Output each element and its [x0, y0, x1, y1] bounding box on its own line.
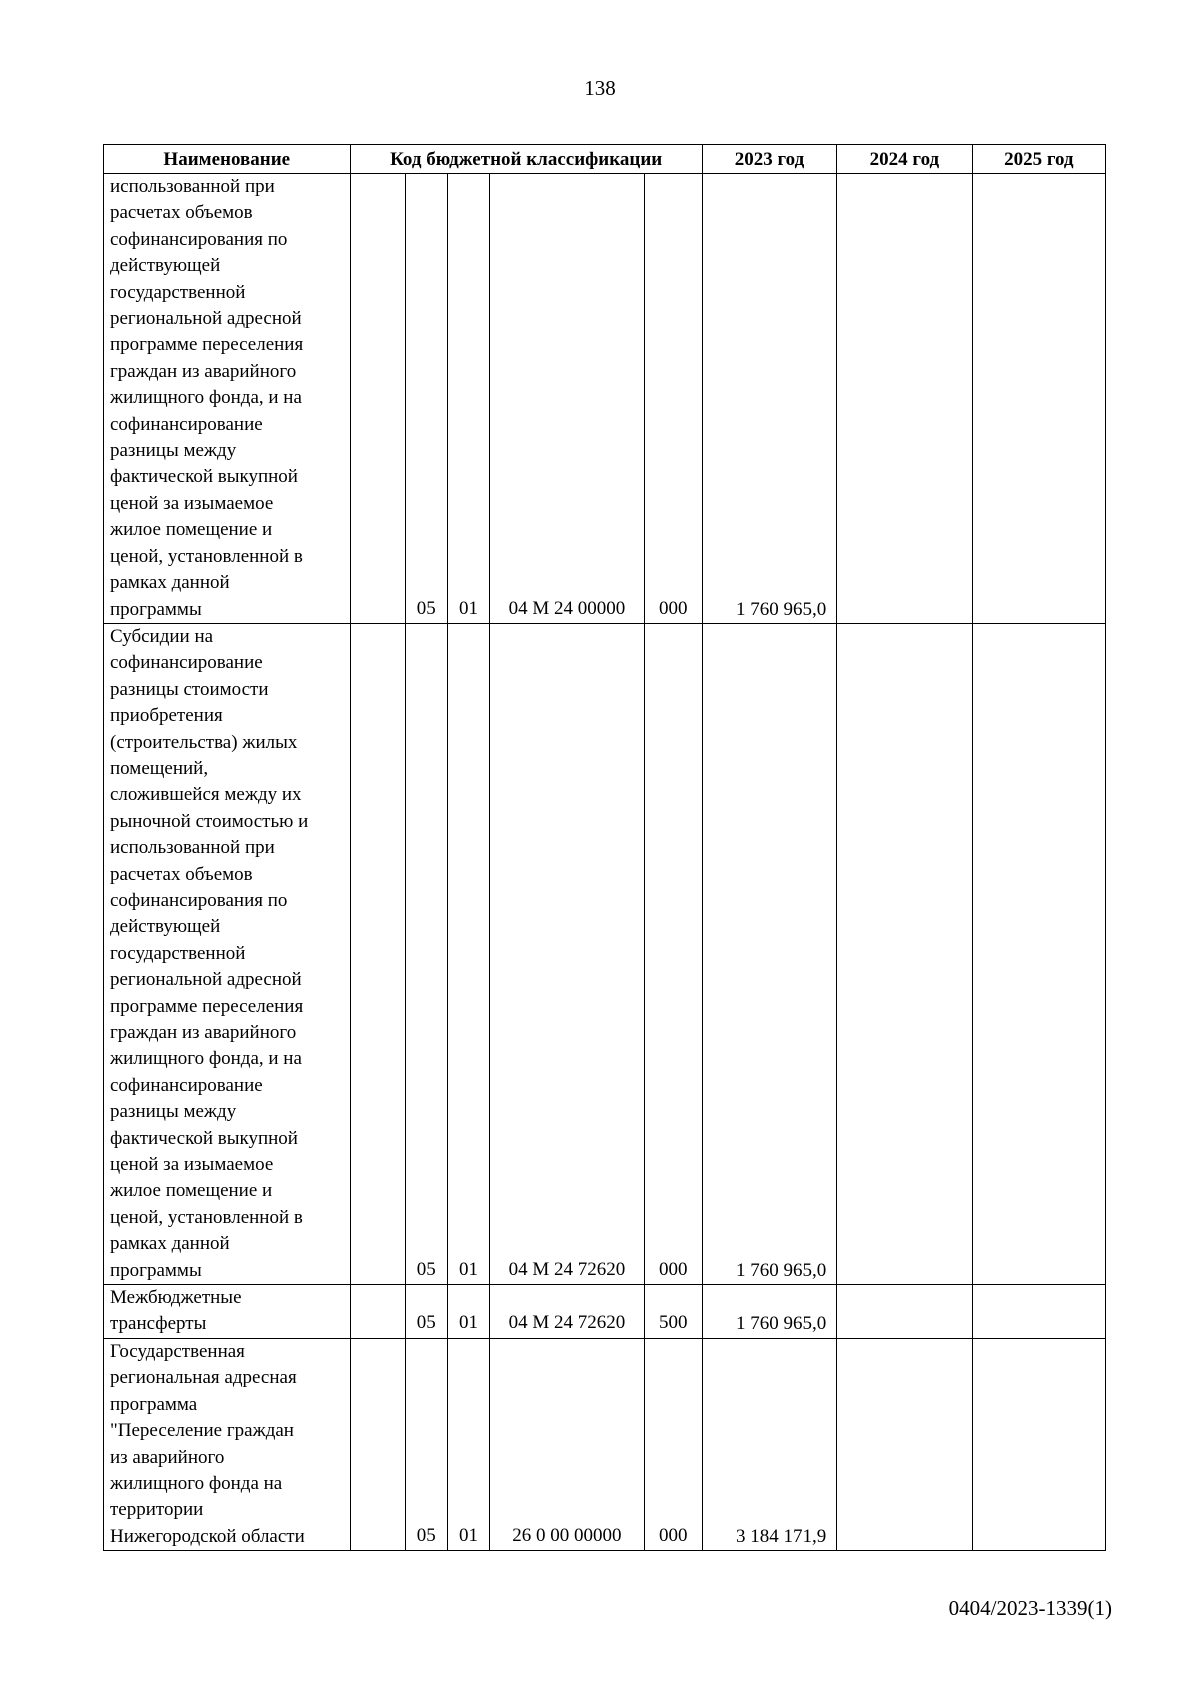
- row-csr: 04 М 24 72620: [490, 623, 644, 1284]
- row-amount-2023: 1 760 965,0: [702, 174, 836, 624]
- row-ved: [350, 174, 405, 624]
- row-name: Субсидии на софинансирование разницы стоимости приобретения (строительства) жилых помещений, сложившейся между их рыночной стоимостью и использованной при расчетах объемов софинансирования по действующей государственной региональной адресной программе переселения граждан из аварийного жилищного фонда, и на софинансирование разницы между фактической выкупной ценой за изымаемое жилое помещение и ценой, установленной в рамках данной программы: [104, 623, 351, 1284]
- row-rz: 05: [405, 174, 447, 624]
- table-row: [104, 174, 1106, 624]
- row-rz: 05: [405, 623, 447, 1284]
- row-amount-2023: 1 760 965,0: [702, 1285, 836, 1339]
- header-2024: 2024 год: [837, 145, 972, 174]
- row-vr: 000: [644, 623, 702, 1284]
- row-csr: 04 М 24 00000: [490, 174, 644, 624]
- row-pr: 01: [447, 1285, 489, 1339]
- row-pr: 01: [447, 1338, 489, 1550]
- header-2025: 2025 год: [972, 145, 1105, 174]
- row-amount-2024: [837, 623, 972, 1284]
- row-rz: 05: [405, 1285, 447, 1339]
- row-vr: 000: [644, 1338, 702, 1550]
- row-csr: 04 М 24 72620: [490, 1285, 644, 1339]
- page-number: 138: [584, 76, 616, 100]
- table-row: [104, 1285, 1106, 1339]
- row-name: использованной при расчетах объемов софинансирования по действующей государственной региональной адресной программе переселения граждан из аварийного жилищного фонда, и на софинансирование разницы между фактической выкупной ценой за изымаемое жилое помещение и ценой, установленной в рамках данной программы: [104, 174, 351, 624]
- row-ved: [350, 1338, 405, 1550]
- table-header-row: [104, 145, 1106, 174]
- row-amount-2023: 1 760 965,0: [702, 623, 836, 1284]
- budget-table: [103, 144, 1106, 1551]
- document-code: 0404/2023-1339(1): [948, 1596, 1112, 1620]
- row-ved: [350, 623, 405, 1284]
- row-ved: [350, 1285, 405, 1339]
- row-amount-2023: 3 184 171,9: [702, 1338, 836, 1550]
- row-amount-2024: [837, 1338, 972, 1550]
- row-name: Государственная региональная адресная программа "Переселение граждан из аварийного жилищного фонда на территории Нижегородской области: [104, 1338, 351, 1550]
- header-budget-code: Код бюджетной классификации: [350, 145, 702, 174]
- row-csr: 26 0 00 00000: [490, 1338, 644, 1550]
- row-amount-2025: [972, 1285, 1105, 1339]
- row-pr: 01: [447, 174, 489, 624]
- row-amount-2025: [972, 1338, 1105, 1550]
- row-amount-2024: [837, 174, 972, 624]
- table-row: [104, 623, 1106, 1284]
- row-vr: 500: [644, 1285, 702, 1339]
- row-amount-2025: [972, 623, 1105, 1284]
- row-rz: 05: [405, 1338, 447, 1550]
- header-2023: 2023 год: [702, 145, 836, 174]
- row-amount-2025: [972, 174, 1105, 624]
- row-amount-2024: [837, 1285, 972, 1339]
- table-row: [104, 1338, 1106, 1550]
- row-vr: 000: [644, 174, 702, 624]
- row-pr: 01: [447, 623, 489, 1284]
- row-name: Межбюджетные трансферты: [104, 1285, 351, 1339]
- header-name: Наименование: [104, 145, 351, 174]
